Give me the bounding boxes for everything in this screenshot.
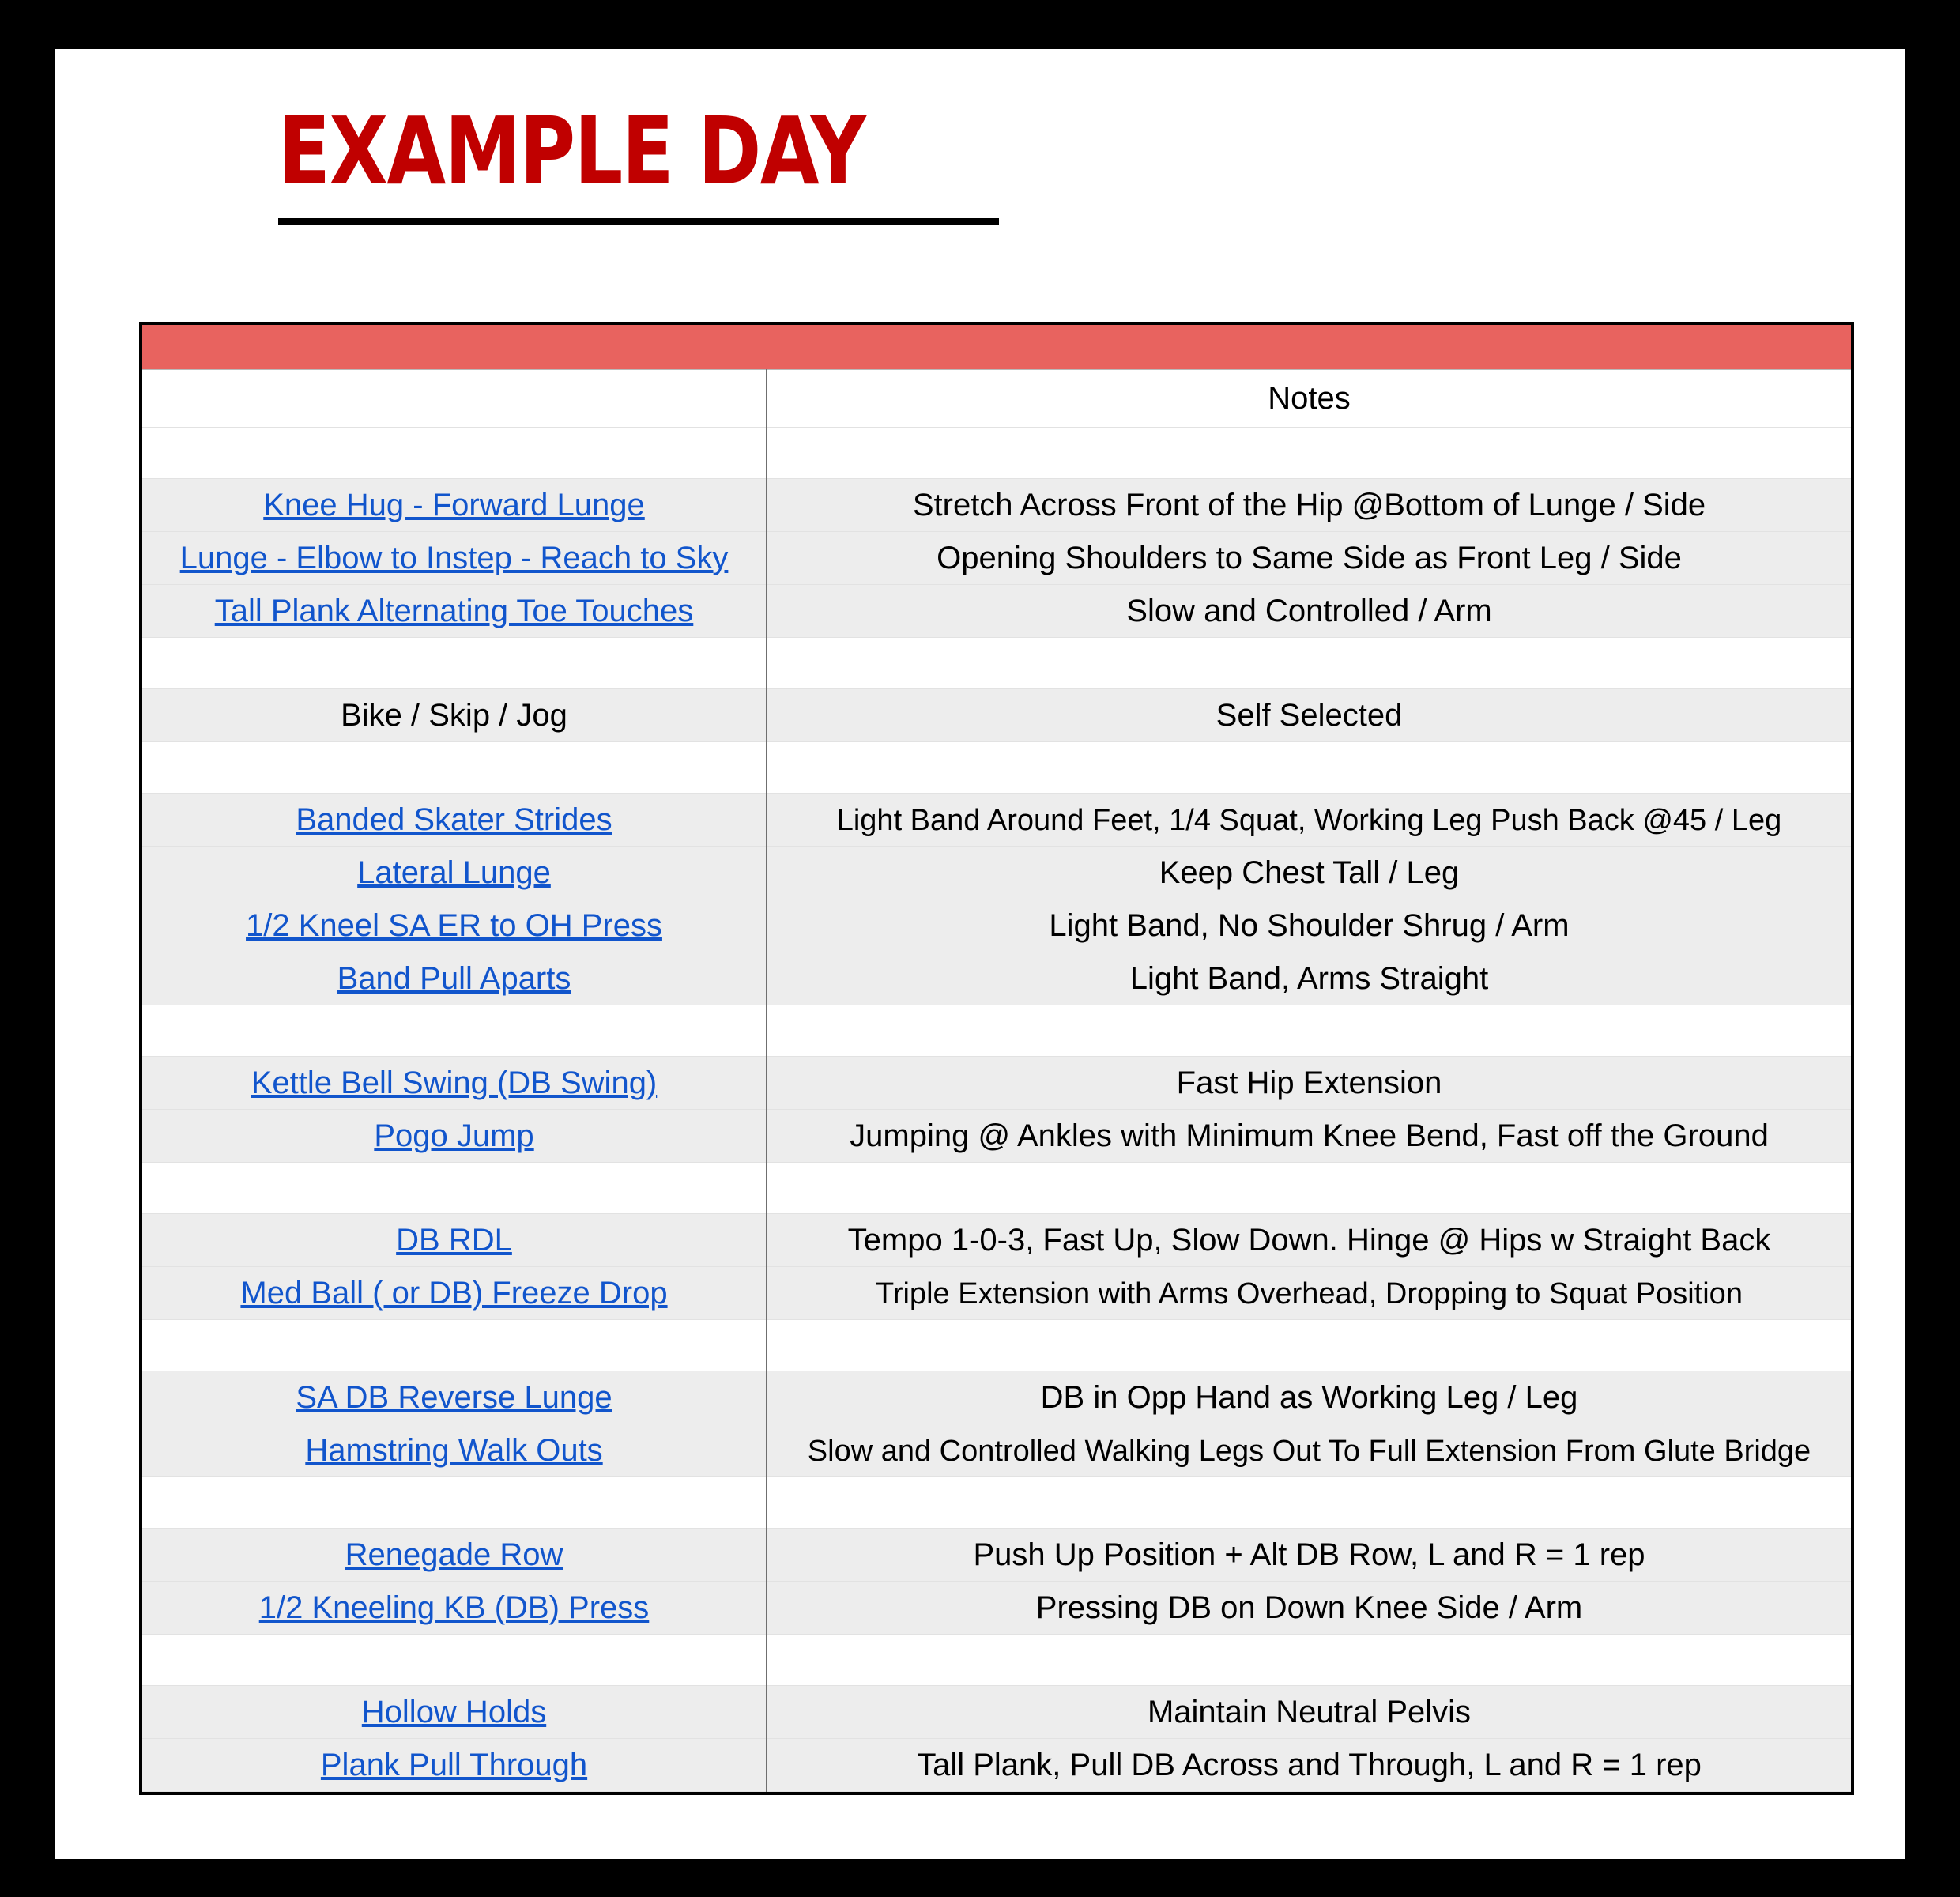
exercise-link[interactable]: Banded Skater Strides	[296, 801, 612, 837]
notes-cell	[767, 1267, 1851, 1320]
spacer-cell-notes	[767, 1477, 1851, 1529]
table-row	[142, 1371, 1851, 1424]
exercise-link[interactable]: Pogo Jump	[374, 1118, 534, 1153]
table-row	[142, 847, 1851, 899]
column-header-notes: Notes	[767, 370, 1851, 428]
header-band-cell-right	[767, 325, 1851, 370]
notes-text: Pressing DB on Down Knee Side / Arm	[1035, 1590, 1583, 1625]
spacer-cell-exercise	[142, 1635, 767, 1686]
notes-text: Push Up Position + Alt DB Row, L and R = 1 rep	[973, 1537, 1645, 1572]
notes-text: Light Band Around Feet, 1/4 Squat, Working Leg Push Back @45 / Leg	[836, 803, 1782, 837]
notes-cell	[767, 479, 1851, 532]
exercise-cell[interactable]	[142, 1371, 767, 1424]
notes-text: Slow and Controlled Walking Legs Out To Full Extension From Glute Bridge	[807, 1434, 1811, 1468]
notes-text: Tempo 1-0-3, Fast Up, Slow Down. Hinge @ Hips w Straight Back	[847, 1222, 1771, 1258]
exercise-link[interactable]: Renegade Row	[345, 1537, 564, 1572]
notes-text: Triple Extension with Arms Overhead, Dropping to Squat Position	[876, 1277, 1743, 1311]
table-row	[142, 1057, 1851, 1110]
exercise-link[interactable]: Tall Plank Alternating Toe Touches	[214, 593, 694, 628]
notes-cell	[767, 1529, 1851, 1582]
spacer-cell-exercise	[142, 1005, 767, 1057]
table-column-header-row	[142, 370, 1851, 428]
notes-cell	[767, 847, 1851, 899]
spacer-cell-notes	[767, 638, 1851, 689]
table-row	[142, 899, 1851, 952]
table-row	[142, 1686, 1851, 1739]
notes-text: Stretch Across Front of the Hip @Bottom of Lunge / Side	[912, 487, 1706, 522]
table-spacer-row	[142, 1163, 1851, 1214]
exercise-link[interactable]: Band Pull Aparts	[337, 960, 571, 996]
exercise-cell[interactable]	[142, 1267, 767, 1320]
exercise-link[interactable]: Lunge - Elbow to Instep - Reach to Sky	[179, 540, 729, 575]
notes-text: Keep Chest Tall / Leg	[1159, 854, 1460, 890]
exercise-cell[interactable]	[142, 532, 767, 585]
notes-cell	[767, 532, 1851, 585]
table-row	[142, 1110, 1851, 1163]
spacer-cell-exercise	[142, 428, 767, 479]
notes-text: Opening Shoulders to Same Side as Front Leg / Side	[937, 540, 1682, 575]
notes-cell	[767, 952, 1851, 1005]
exercise-link[interactable]: Knee Hug - Forward Lunge	[263, 487, 645, 522]
notes-text: Jumping @ Ankles with Minimum Knee Bend, Fast off the Ground	[850, 1118, 1769, 1153]
exercise-cell[interactable]	[142, 1057, 767, 1110]
table-row	[142, 1267, 1851, 1320]
exercise-cell[interactable]	[142, 794, 767, 847]
notes-cell	[767, 794, 1851, 847]
notes-cell	[767, 585, 1851, 638]
spacer-cell-exercise	[142, 1477, 767, 1529]
notes-text: DB in Opp Hand as Working Leg / Leg	[1040, 1379, 1578, 1415]
notes-cell	[767, 1424, 1851, 1477]
exercise-link[interactable]: Plank Pull Through	[320, 1747, 588, 1782]
exercise-cell[interactable]	[142, 952, 767, 1005]
exercise-link[interactable]: DB RDL	[396, 1222, 512, 1258]
exercise-cell[interactable]	[142, 899, 767, 952]
column-header-exercise	[142, 370, 767, 428]
exercise-cell[interactable]	[142, 1529, 767, 1582]
table-spacer-row	[142, 742, 1851, 794]
notes-cell	[767, 1582, 1851, 1635]
notes-text: Fast Hip Extension	[1176, 1065, 1442, 1100]
workout-table-wrapper	[139, 322, 1854, 1795]
notes-text: Light Band, No Shoulder Shrug / Arm	[1049, 907, 1570, 943]
table-spacer-row	[142, 1005, 1851, 1057]
table-row	[142, 585, 1851, 638]
page-title-block	[278, 96, 1021, 225]
table-row	[142, 1424, 1851, 1477]
exercise-link[interactable]: SA DB Reverse Lunge	[296, 1379, 612, 1415]
exercise-cell[interactable]	[142, 1214, 767, 1267]
notes-text: Self Selected	[1216, 697, 1403, 733]
table-spacer-row	[142, 638, 1851, 689]
table-row	[142, 479, 1851, 532]
exercise-link[interactable]: Kettle Bell Swing (DB Swing)	[251, 1065, 658, 1100]
notes-cell	[767, 1110, 1851, 1163]
notes-cell	[767, 689, 1851, 742]
table-row	[142, 532, 1851, 585]
exercise-cell[interactable]	[142, 1739, 767, 1792]
spacer-cell-exercise	[142, 742, 767, 794]
exercise-link[interactable]: Hollow Holds	[361, 1694, 547, 1729]
exercise-label: Bike / Skip / Jog	[341, 697, 567, 733]
spacer-cell-exercise	[142, 1163, 767, 1214]
spacer-cell-notes	[767, 742, 1851, 794]
notes-text: Tall Plank, Pull DB Across and Through, L and R = 1 rep	[917, 1747, 1702, 1782]
table-row	[142, 1582, 1851, 1635]
exercise-link[interactable]: Lateral Lunge	[357, 854, 551, 890]
exercise-cell[interactable]	[142, 847, 767, 899]
header-band-cell-left	[142, 325, 767, 370]
notes-text: Maintain Neutral Pelvis	[1147, 1694, 1472, 1729]
workout-table	[142, 325, 1851, 1792]
table-spacer-row	[142, 428, 1851, 479]
notes-text: Slow and Controlled / Arm	[1126, 593, 1492, 628]
title-underline	[278, 218, 999, 225]
notes-cell	[767, 1686, 1851, 1739]
exercise-cell[interactable]	[142, 585, 767, 638]
table-row	[142, 689, 1851, 742]
exercise-cell[interactable]	[142, 1110, 767, 1163]
table-spacer-row	[142, 1477, 1851, 1529]
page-title: EXAMPLE DAY	[278, 96, 865, 206]
exercise-cell[interactable]	[142, 479, 767, 532]
workout-table-body	[142, 325, 1851, 1792]
spacer-cell-notes	[767, 1005, 1851, 1057]
notes-cell	[767, 1214, 1851, 1267]
exercise-cell	[142, 689, 767, 742]
notes-cell	[767, 1057, 1851, 1110]
exercise-cell[interactable]	[142, 1582, 767, 1635]
notes-cell	[767, 1739, 1851, 1792]
exercise-link[interactable]: Med Ball ( or DB) Freeze Drop	[240, 1275, 668, 1311]
spacer-cell-notes	[767, 428, 1851, 479]
notes-cell	[767, 1371, 1851, 1424]
document-page	[55, 49, 1905, 1859]
table-row	[142, 794, 1851, 847]
table-spacer-row	[142, 1635, 1851, 1686]
exercise-link[interactable]: 1/2 Kneel SA ER to OH Press	[246, 907, 662, 943]
table-row	[142, 1739, 1851, 1792]
spacer-cell-notes	[767, 1320, 1851, 1371]
exercise-link[interactable]: 1/2 Kneeling KB (DB) Press	[258, 1590, 650, 1625]
notes-cell	[767, 899, 1851, 952]
spacer-cell-notes	[767, 1635, 1851, 1686]
table-row	[142, 1529, 1851, 1582]
spacer-cell-exercise	[142, 638, 767, 689]
notes-text: Light Band, Arms Straight	[1129, 960, 1489, 996]
exercise-link[interactable]: Hamstring Walk Outs	[305, 1432, 603, 1468]
table-row	[142, 952, 1851, 1005]
spacer-cell-exercise	[142, 1320, 767, 1371]
spacer-cell-notes	[767, 1163, 1851, 1214]
table-header-band	[142, 325, 1851, 370]
exercise-cell[interactable]	[142, 1686, 767, 1739]
table-spacer-row	[142, 1320, 1851, 1371]
table-row	[142, 1214, 1851, 1267]
exercise-cell[interactable]	[142, 1424, 767, 1477]
